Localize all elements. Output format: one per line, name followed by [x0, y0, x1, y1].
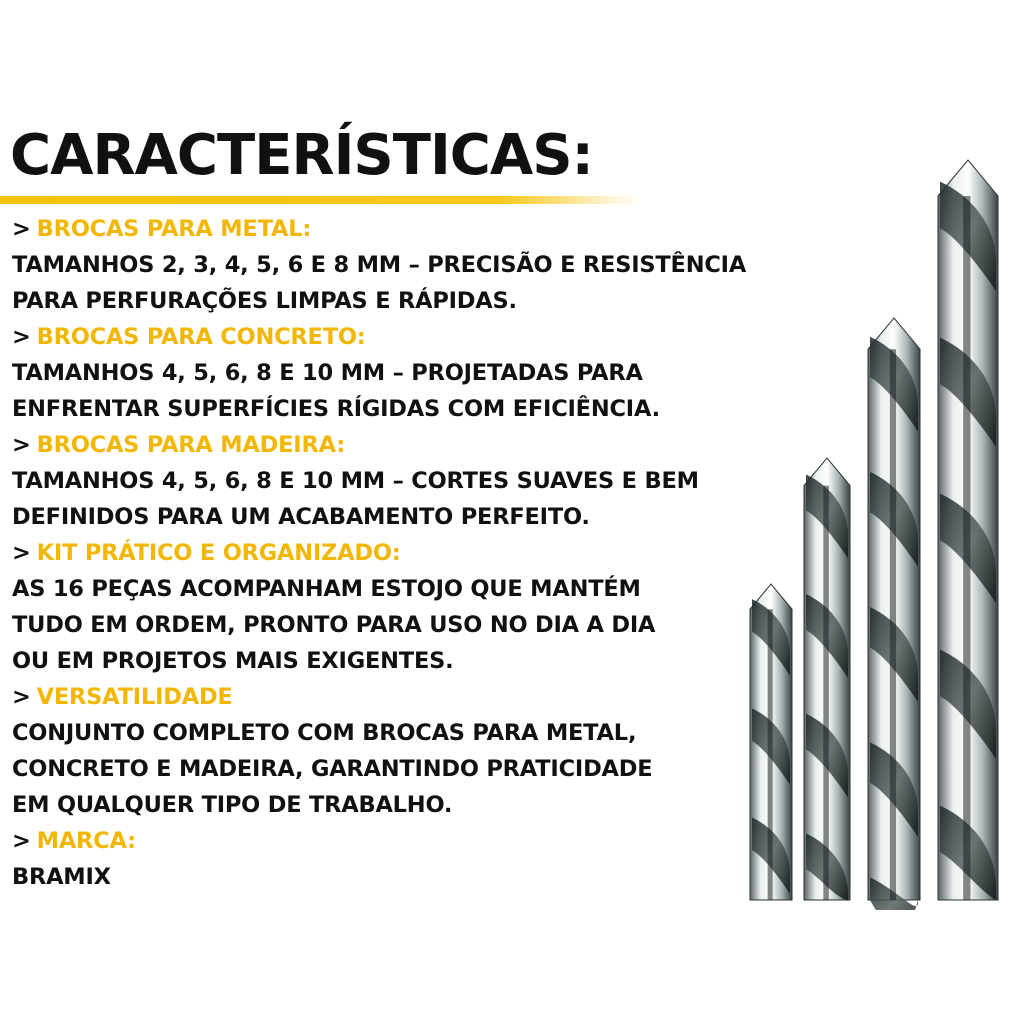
bullet-marker: >	[12, 216, 31, 242]
drill-bits-icon	[740, 150, 1024, 910]
section-body-line: BRAMIX	[12, 864, 111, 890]
section-heading	[12, 319, 772, 355]
title-underline	[0, 196, 640, 204]
features-list	[12, 211, 772, 895]
drill-bit	[868, 318, 920, 910]
section-heading-label: KIT PRÁTICO E ORGANIZADO:	[36, 540, 401, 566]
section-body-line: TUDO EM ORDEM, PRONTO PARA USO NO DIA A DIA	[12, 612, 656, 638]
section-body-line: EM QUALQUER TIPO DE TRABALHO.	[12, 792, 453, 818]
section-heading	[12, 211, 772, 247]
section-body-line: OU EM PROJETOS MAIS EXIGENTES.	[12, 648, 454, 674]
section-heading-label: MARCA:	[36, 828, 136, 854]
section-body-line: PARA PERFURAÇÕES LIMPAS E RÁPIDAS.	[12, 288, 517, 314]
section-body-line: DEFINIDOS PARA UM ACABAMENTO PERFEITO.	[12, 504, 590, 530]
section-heading-label: VERSATILIDADE	[36, 684, 233, 710]
section-body-line: CONCRETO E MADEIRA, GARANTINDO PRATICIDADE	[12, 756, 653, 782]
section-heading-label: BROCAS PARA METAL:	[36, 216, 312, 242]
drill-bit	[938, 160, 998, 900]
section-body-line: CONJUNTO COMPLETO COM BROCAS PARA METAL,	[12, 720, 637, 746]
section-body-line: TAMANHOS 4, 5, 6, 8 E 10 MM – CORTES SUAVES E BEM	[12, 468, 699, 494]
section-heading-label: BROCAS PARA CONCRETO:	[36, 324, 366, 350]
bullet-marker: >	[12, 324, 31, 350]
section-body-line: TAMANHOS 4, 5, 6, 8 E 10 MM – PROJETADAS PARA	[12, 360, 643, 386]
page-title: CARACTERÍSTICAS:	[10, 123, 593, 188]
bullet-marker: >	[12, 828, 31, 854]
drill-bit	[750, 584, 792, 900]
bullet-marker: >	[12, 540, 31, 566]
section-body-line: AS 16 PEÇAS ACOMPANHAM ESTOJO QUE MANTÉM	[12, 576, 641, 602]
drill-bit	[804, 458, 850, 900]
bullet-marker: >	[12, 432, 31, 458]
section-heading	[12, 535, 772, 571]
section-heading-label: BROCAS PARA MADEIRA:	[36, 432, 346, 458]
section-body-line: TAMANHOS 2, 3, 4, 5, 6 E 8 MM – PRECISÃO E RESISTÊNCIA	[12, 252, 747, 278]
section-heading	[12, 679, 772, 715]
bullet-marker: >	[12, 684, 31, 710]
section-heading	[12, 427, 772, 463]
section-heading	[12, 823, 772, 859]
section-body-line: ENFRENTAR SUPERFÍCIES RÍGIDAS COM EFICIÊNCIA.	[12, 396, 660, 422]
